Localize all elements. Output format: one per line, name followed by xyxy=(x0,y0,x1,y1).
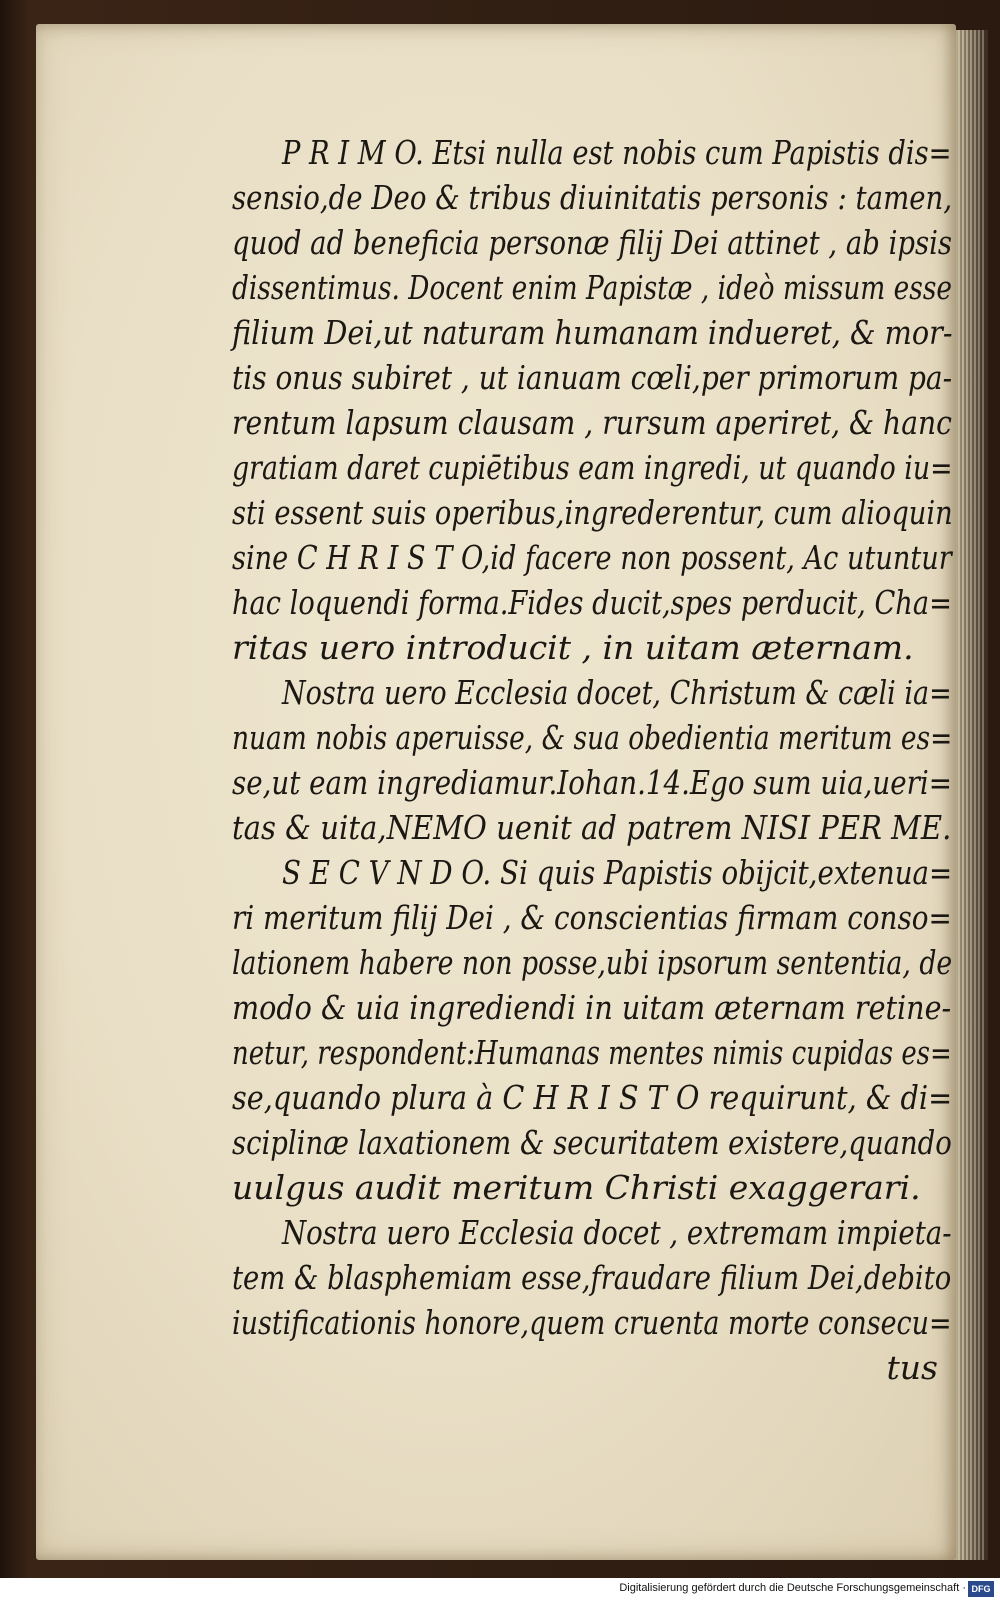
text-line-content: P R I M O. Etsi nulla est nobis cum Papistis dis= xyxy=(282,133,952,172)
text-line-content: uulgus audit meritum Christi exaggerari. xyxy=(232,1168,921,1207)
text-line xyxy=(232,940,952,985)
text-line-content: sciplinæ laxationem & securitatem existere,quando xyxy=(232,1123,952,1162)
text-line xyxy=(232,805,952,850)
text-line-content: tas & uita,NEMO uenit ad patrem NISI PER ME. xyxy=(232,808,952,847)
text-line xyxy=(232,1255,952,1300)
text-line-content: se,quando plura à C H R I S T O requirunt, & di= xyxy=(232,1078,953,1117)
text-line xyxy=(232,760,952,805)
text-line xyxy=(232,490,952,535)
text-line-content: hac loquendi forma.Fides ducit,spes perducit, Cha= xyxy=(232,583,952,622)
text-line xyxy=(232,265,952,310)
text-line-content: dissentimus. Docent enim Papistæ , ideò missum esse xyxy=(232,268,952,307)
text-line-content: Nostra uero Ecclesia docet, Christum & cæli ia= xyxy=(282,673,952,712)
text-line xyxy=(232,130,952,175)
text-line-content: tus xyxy=(886,1348,938,1387)
text-line-content: lationem habere non posse,ubi ipsorum sententia, de xyxy=(232,943,953,982)
text-line-content: Nostra uero Ecclesia docet , extremam impieta- xyxy=(282,1213,952,1252)
text-line xyxy=(232,1210,952,1255)
text-line-content: filium Dei,ut naturam humanam indueret, & mor- xyxy=(232,313,953,352)
page-text xyxy=(232,130,952,1390)
text-line-content: ritas uero introducit , in uitam æternam. xyxy=(232,628,914,667)
text-line xyxy=(232,715,952,760)
text-line-content: iustificationis honore,quem cruenta morte consecu= xyxy=(232,1303,952,1342)
text-line xyxy=(232,535,952,580)
text-line-content: sine C H R I S T O,id facere non possent, Ac utuntur xyxy=(232,538,952,577)
text-line xyxy=(232,355,952,400)
text-line-content: rentum lapsum clausam , rursum aperiret, & hanc xyxy=(232,403,952,442)
dfg-logo-icon: DFG xyxy=(968,1581,994,1597)
text-line-content: gratiam daret cupiētibus eam ingredi, ut quando iu= xyxy=(232,448,953,487)
text-line-content: tem & blasphemiam esse,fraudare filium Dei,debito xyxy=(232,1258,952,1297)
text-line-content: se,ut eam ingrediamur.Iohan.14.Ego sum uia,ueri= xyxy=(232,763,952,802)
text-line-content: sti essent suis operibus,ingrederentur, cum alioquin xyxy=(232,493,953,532)
text-line xyxy=(232,1300,952,1345)
footer-credit: Digitalisierung gefördert durch die Deutsche Forschungsgemeinschaft · xyxy=(619,1582,966,1594)
text-line xyxy=(232,1075,952,1120)
text-line xyxy=(232,625,952,670)
text-line xyxy=(232,1165,952,1210)
text-line-content: modo & uia ingrediendi in uitam æternam retine- xyxy=(232,988,952,1027)
text-line-content: tis onus subiret , ut ianuam cœli,per primorum pa- xyxy=(232,358,953,397)
text-line-content: nuam nobis aperuisse, & sua obedientia meritum es= xyxy=(232,718,953,757)
text-line xyxy=(232,310,952,355)
text-line-content: sensio,de Deo & tribus diuinitatis personis : tamen, xyxy=(232,178,953,217)
page-edge-stripes xyxy=(958,30,986,1560)
text-line xyxy=(232,400,952,445)
text-line xyxy=(232,175,952,220)
text-line-content: quod ad beneficia personæ filij Dei attinet , ab ipsis xyxy=(232,223,952,262)
text-line-content: ri meritum filij Dei , & conscientias firmam conso= xyxy=(232,898,952,937)
text-line-content: S E C V N D O. Si quis Papistis obijcit,extenua= xyxy=(282,853,953,892)
text-line xyxy=(232,850,952,895)
text-line-content: netur, respondent:Humanas mentes nimis cupidas es= xyxy=(232,1033,952,1072)
text-line xyxy=(232,220,952,265)
text-line xyxy=(232,895,952,940)
text-line xyxy=(232,1030,952,1075)
text-line xyxy=(232,670,952,715)
text-line xyxy=(232,580,952,625)
text-line xyxy=(232,1120,952,1165)
text-line xyxy=(232,1345,952,1390)
text-line xyxy=(232,445,952,490)
text-line xyxy=(232,985,952,1030)
